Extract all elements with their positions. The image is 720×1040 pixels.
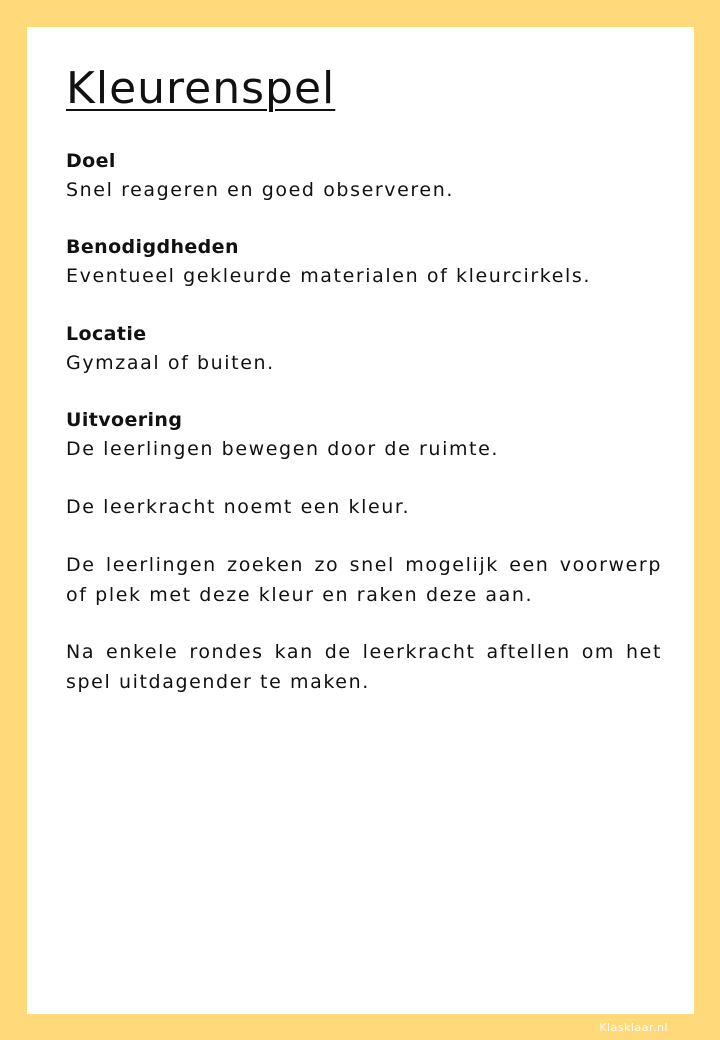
section-benodigdheden — [66, 233, 662, 291]
section-heading-benodigdheden: Benodigdheden — [66, 236, 239, 258]
page-title: Kleurenspel — [66, 63, 336, 114]
activity-card — [27, 27, 694, 1014]
section-doel — [66, 147, 662, 205]
uitvoering-step: Na enkele rondes kan de leerkracht aftellen om het spel uitdagender te maken. — [66, 641, 662, 693]
section-locatie — [66, 320, 662, 378]
section-text-benodigdheden: Eventueel gekleurde materialen of kleurcirkels. — [66, 265, 592, 287]
section-heading-uitvoering: Uitvoering — [66, 409, 183, 431]
section-uitvoering — [66, 406, 662, 464]
brand-watermark: Klasklaar.nl — [599, 1021, 668, 1034]
section-text-locatie: Gymzaal of buiten. — [66, 352, 275, 374]
uitvoering-step: De leerlingen zoeken zo snel mogelijk een voorwerp of plek met deze kleur en raken deze aan. — [66, 554, 662, 606]
section-heading-locatie: Locatie — [66, 323, 147, 345]
uitvoering-step: De leerlingen bewegen door de ruimte. — [66, 438, 500, 460]
section-heading-doel: Doel — [66, 150, 116, 172]
uitvoering-step: De leerkracht noemt een kleur. — [66, 496, 411, 518]
section-text-doel: Snel reageren en goed observeren. — [66, 179, 454, 201]
